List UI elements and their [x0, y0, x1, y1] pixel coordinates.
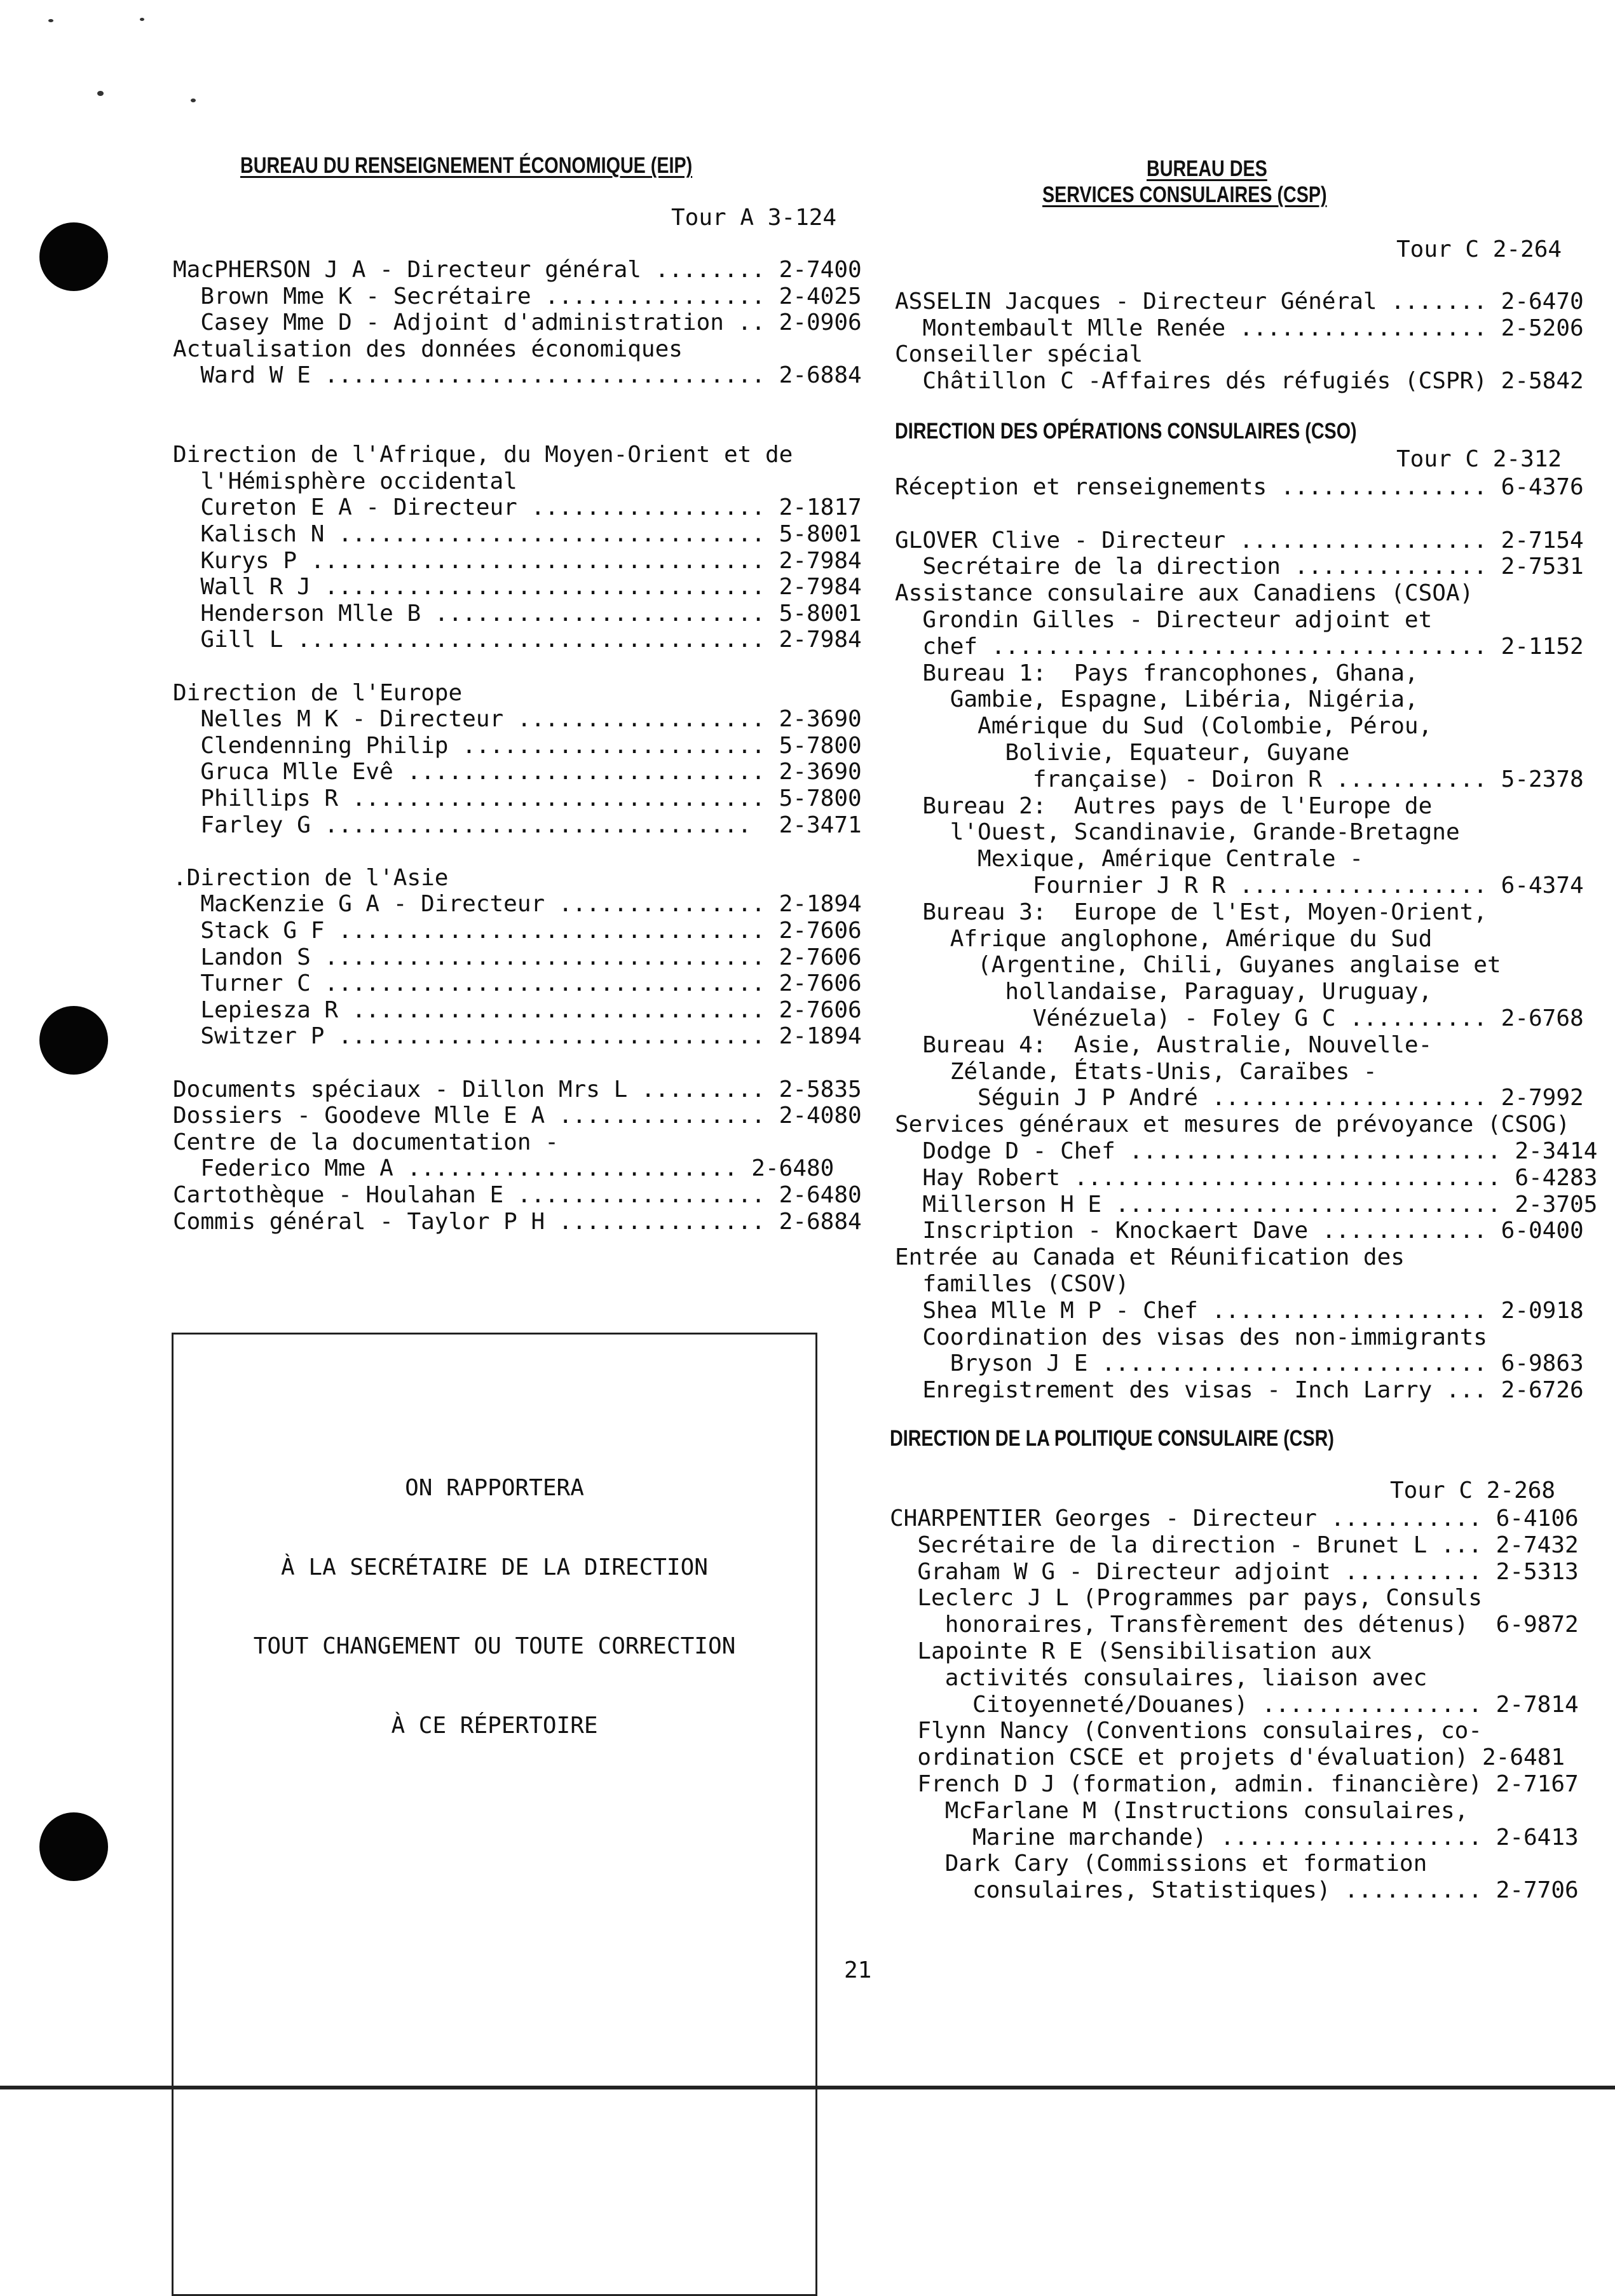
csp-title-line-2: SERVICES CONSULAIRES (CSP) — [1042, 182, 1327, 207]
directory-entry: French D J (formation, admin. financière) 2-7167 — [890, 1771, 1579, 1797]
cso-section-title: DIRECTION DES OPÉRATIONS CONSULAIRES (CSO) — [895, 419, 1357, 444]
directory-entry: Leclerc J L (Programmes par pays, Consuls — [890, 1585, 1482, 1612]
directory-entry: Wall R J ................................ 2-7984 — [173, 574, 862, 601]
directory-entry: Amérique du Sud (Colombie, Pérou, — [895, 713, 1433, 740]
directory-entry: Assistance consulaire aux Canadiens (CSOA) — [895, 580, 1474, 607]
cso-location: Tour C 2-312 — [1396, 446, 1562, 472]
directory-entry: Commis général - Taylor P H ............... 2-6884 — [173, 1208, 862, 1235]
speck — [97, 91, 104, 96]
directory-entry: Entrée au Canada et Réunification des — [895, 1244, 1405, 1271]
directory-entry: McFarlane M (Instructions consulaires, — [890, 1797, 1469, 1824]
directory-entry: Lapointe R E (Sensibilisation aux — [890, 1638, 1372, 1664]
csr-section-title: DIRECTION DE LA POLITIQUE CONSULAIRE (CSR) — [890, 1426, 1334, 1451]
directory-entry: Fournier J R R .................. 6-4374 — [895, 873, 1584, 899]
directory-entry: GLOVER Clive - Directeur .................. 2-7154 — [895, 527, 1584, 554]
directory-entry: Landon S ................................ 2-7606 — [173, 944, 862, 970]
directory-entry: Nelles M K - Directeur .................. 2-3690 — [173, 706, 862, 733]
directory-entry: MacPHERSON J A - Directeur général ........ 2-7400 — [173, 257, 862, 283]
directory-entry: Hay Robert ............................... 6-4283 — [895, 1164, 1598, 1191]
punch-hole-top — [39, 222, 108, 291]
directory-entry: Phillips R .............................. 5-7800 — [173, 785, 862, 812]
directory-entry: Cartothèque - Houlahan E .................. 2-6480 — [173, 1182, 862, 1208]
eip-section-title: BUREAU DU RENSEIGNEMENT ÉCONOMIQUE (EIP) — [240, 153, 693, 178]
directory-entry: Gill L .................................. 2-7984 — [173, 627, 862, 653]
directory-entry: Bureau 4: Asie, Australie, Nouvelle- — [895, 1031, 1433, 1058]
directory-entry: Ward W E ................................ 2-6884 — [173, 362, 862, 389]
eip-location: Tour A 3-124 — [671, 205, 837, 231]
directory-entry: CHARPENTIER Georges - Directeur ........... 6-4106 — [890, 1505, 1579, 1532]
directory-entry: Vénézuela) - Foley G C .......... 2-6768 — [895, 1005, 1584, 1031]
directory-entry: Séguin J P André .................... 2-7992 — [895, 1085, 1584, 1111]
notice-line-4: À CE RÉPERTOIRE — [391, 1713, 598, 1739]
directory-entry: Dodge D - Chef ........................... 2-3414 — [895, 1138, 1598, 1164]
notice-line-3: TOUT CHANGEMENT OU TOUTE CORRECTION — [253, 1633, 736, 1659]
directory-entry: Afrique anglophone, Amérique du Sud — [895, 925, 1433, 952]
directory-entry: Bryson J E ............................ 6-9863 — [895, 1350, 1584, 1377]
directory-entry: ordination CSCE et projets d'évaluation) 2-6481 — [890, 1744, 1565, 1771]
directory-entry: Secrétaire de la direction - Brunet L ... 2-7432 — [890, 1532, 1579, 1558]
directory-entry: Cureton E A - Directeur ................. 2-1817 — [173, 494, 862, 521]
page-number: 21 — [844, 1957, 872, 1983]
directory-entry: hollandaise, Paraguay, Uruguay, — [895, 979, 1433, 1005]
notice-line-1: ON RAPPORTERA — [405, 1475, 584, 1501]
bottom-rule — [0, 2086, 1615, 2089]
directory-entry: l'Ouest, Scandinavie, Grande-Bretagne — [895, 819, 1460, 846]
directory-entry: Secrétaire de la direction .............. 2-7531 — [895, 554, 1584, 580]
directory-entry: Brown Mme K - Secrétaire ................ 2-4025 — [173, 283, 862, 309]
directory-entry: Farley G ............................... 2-3471 — [173, 812, 862, 838]
directory-entry: Inscription - Knockaert Dave ............ 6-0400 — [895, 1218, 1584, 1244]
directory-entry: Documents spéciaux - Dillon Mrs L ......... 2-5835 — [173, 1076, 862, 1103]
directory-entry: .Direction de l'Asie — [173, 864, 449, 891]
directory-entry: Lepiesza R .............................. 2-7606 — [173, 996, 862, 1023]
directory-entry: l'Hémisphère occidental — [173, 468, 517, 494]
punch-hole-bottom — [39, 1812, 108, 1881]
directory-entry: Zélande, États-Unis, Caraïbes - — [895, 1058, 1377, 1085]
directory-entry: Switzer P ............................... 2-1894 — [173, 1023, 862, 1050]
directory-entry: Enregistrement des visas - Inch Larry ... 2-6726 — [895, 1377, 1584, 1404]
directory-entry: Châtillon C -Affaires dés réfugiés (CSPR) 2-5842 — [895, 367, 1584, 394]
directory-entry: Casey Mme D - Adjoint d'administration .. 2-0906 — [173, 309, 862, 336]
directory-entry: Réception et renseignements ............... 6-4376 — [895, 474, 1584, 500]
punch-hole-middle — [39, 1006, 108, 1075]
directory-entry: Bureau 1: Pays francophones, Ghana, — [895, 660, 1419, 686]
directory-entry: Bureau 2: Autres pays de l'Europe de — [895, 792, 1433, 819]
directory-entry: Gambie, Espagne, Libéria, Nigéria, — [895, 686, 1419, 713]
directory-entry: Centre de la documentation - — [173, 1129, 559, 1155]
directory-entry: chef .................................... 2-1152 — [895, 633, 1584, 660]
directory-entry: (Argentine, Chili, Guyanes anglaise et — [895, 952, 1501, 979]
directory-entry: Shea Mlle M P - Chef .................... 2-0918 — [895, 1297, 1584, 1324]
directory-entry: honoraires, Transfèrement des détenus) 6-9872 — [890, 1612, 1579, 1638]
directory-entry: Graham W G - Directeur adjoint .......... 2-5313 — [890, 1558, 1579, 1585]
directory-entry: Kalisch N ............................... 5-8001 — [173, 521, 862, 547]
csp-title-line-1: BUREAU DES — [1147, 156, 1267, 181]
directory-entry: Conseiller spécial — [895, 341, 1143, 368]
speck — [48, 19, 53, 22]
csr-location: Tour C 2-268 — [1390, 1477, 1556, 1504]
directory-entry: Actualisation des données économiques — [173, 336, 683, 362]
notice-box — [172, 1333, 817, 2296]
directory-entry: Clendenning Philip ...................... 5-7800 — [173, 732, 862, 759]
directory-entry: Kurys P ................................. 2-7984 — [173, 547, 862, 574]
notice-line-2: À LA SECRÉTAIRE DE LA DIRECTION — [281, 1554, 708, 1580]
directory-entry: Stack G F ............................... 2-7606 — [173, 918, 862, 944]
csp-location: Tour C 2-264 — [1396, 236, 1562, 262]
speck — [140, 18, 144, 21]
directory-entry: Flynn Nancy (Conventions consulaires, co- — [890, 1718, 1482, 1744]
directory-entry: Bureau 3: Europe de l'Est, Moyen-Orient, — [895, 899, 1487, 925]
directory-entry: Grondin Gilles - Directeur adjoint et — [895, 607, 1433, 633]
directory-entry: familles (CSOV) — [895, 1271, 1129, 1297]
directory-entry: Federico Mme A ........................ 2-6480 — [173, 1155, 835, 1182]
directory-entry: ASSELIN Jacques - Directeur Général ....... 2-6470 — [895, 289, 1584, 315]
directory-entry: activités consulaires, liaison avec — [890, 1664, 1428, 1691]
speck — [191, 98, 196, 102]
directory-entry: Citoyenneté/Douanes) ................ 2-7814 — [890, 1691, 1579, 1718]
directory-entry: Gruca Mlle Evê .......................... 2-3690 — [173, 759, 862, 785]
directory-entry: française) - Doiron R ........... 5-2378 — [895, 766, 1584, 792]
directory-entry: Bolivie, Equateur, Guyane — [895, 740, 1350, 766]
directory-entry: Direction de l'Afrique, du Moyen-Orient et de — [173, 442, 793, 468]
directory-entry: MacKenzie G A - Directeur ............... 2-1894 — [173, 891, 862, 918]
directory-entry: Millerson H E ............................ 2-3705 — [895, 1191, 1598, 1218]
directory-entry: Mexique, Amérique Centrale - — [895, 846, 1363, 873]
directory-entry: Dark Cary (Commissions et formation — [890, 1851, 1428, 1877]
directory-entry: consulaires, Statistiques) .......... 2-7706 — [890, 1877, 1579, 1904]
directory-entry: Marine marchande) ................... 2-6413 — [890, 1824, 1579, 1851]
directory-entry: Montembault Mlle Renée .................. 2-5206 — [895, 315, 1584, 341]
directory-entry: Dossiers - Goodeve Mlle E A ............... 2-4080 — [173, 1103, 862, 1129]
directory-entry: Services généraux et mesures de prévoyance (CSOG) — [895, 1111, 1571, 1138]
directory-entry: Henderson Mlle B ........................ 5-8001 — [173, 600, 862, 627]
directory-entry: Coordination des visas des non-immigrants — [895, 1324, 1487, 1350]
directory-entry: Direction de l'Europe — [173, 679, 463, 706]
directory-entry: Turner C ................................ 2-7606 — [173, 970, 862, 997]
